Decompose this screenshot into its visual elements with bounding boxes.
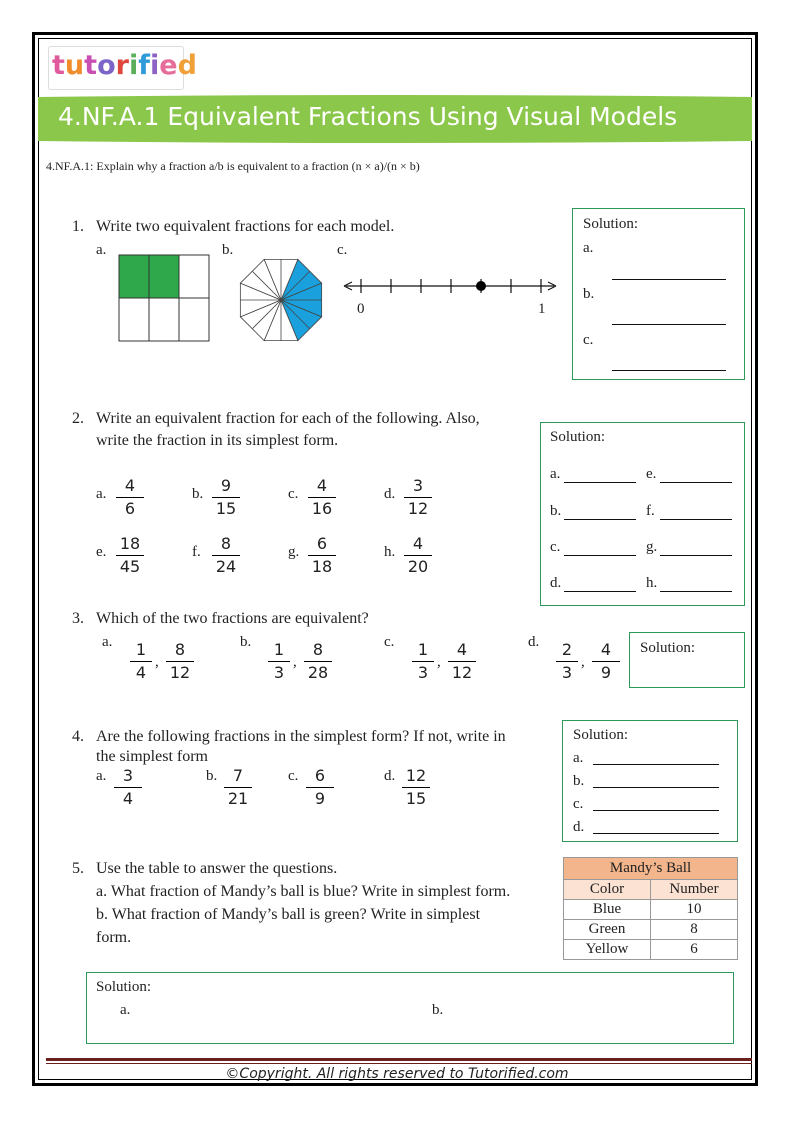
q4-solution-label: d. bbox=[573, 819, 585, 835]
q2-solution-label: e. bbox=[646, 466, 657, 482]
numerator: 9 bbox=[220, 476, 232, 495]
q2-solution-label: c. bbox=[550, 539, 561, 555]
q4-solution-label: a. bbox=[573, 750, 584, 766]
numerator: 4 bbox=[124, 476, 136, 495]
q1-label-c: c. bbox=[337, 242, 348, 258]
q2-item-label: h. bbox=[384, 544, 396, 560]
q2-item-label: f. bbox=[192, 544, 201, 560]
q2-item-label: c. bbox=[288, 486, 299, 502]
q2-answer-line[interactable] bbox=[564, 591, 636, 592]
numerator: 4 bbox=[600, 640, 612, 659]
fraction-bar bbox=[448, 661, 476, 662]
footer-rule-thin bbox=[46, 1063, 752, 1064]
q4-fraction bbox=[402, 766, 430, 809]
mandys-ball-table bbox=[563, 857, 738, 960]
q4-text-line2: the simplest form bbox=[96, 748, 208, 765]
denominator: 16 bbox=[311, 499, 333, 518]
table-cell: Yellow bbox=[564, 940, 651, 960]
fraction-bar bbox=[402, 787, 430, 788]
q2-fraction bbox=[404, 534, 432, 577]
numerator: 7 bbox=[232, 766, 244, 785]
denominator: 21 bbox=[227, 789, 249, 808]
q1-solution-box bbox=[572, 208, 745, 380]
numerator: 6 bbox=[316, 534, 328, 553]
q1-solution-label-b: b. bbox=[583, 286, 595, 302]
q3-item-label: c. bbox=[384, 634, 395, 650]
octagon-model bbox=[238, 258, 324, 342]
q2-item-label: b. bbox=[192, 486, 204, 502]
q3-fraction-first bbox=[268, 640, 290, 683]
numerator: 4 bbox=[412, 534, 424, 553]
denominator: 4 bbox=[122, 789, 134, 808]
denominator: 45 bbox=[119, 557, 141, 576]
table-cell: 10 bbox=[651, 900, 738, 920]
q2-number: 2. bbox=[72, 410, 84, 427]
number-line-point bbox=[476, 281, 486, 291]
denominator: 9 bbox=[600, 663, 612, 682]
q2-solution-label: g. bbox=[646, 539, 658, 555]
grid-cell bbox=[119, 255, 149, 298]
denominator: 3 bbox=[273, 663, 285, 682]
denominator: 9 bbox=[314, 789, 326, 808]
fraction-bar bbox=[130, 661, 152, 662]
table-row bbox=[564, 940, 738, 960]
denominator: 3 bbox=[561, 663, 573, 682]
q3-item-label: d. bbox=[528, 634, 540, 650]
q2-item-label: g. bbox=[288, 544, 300, 560]
fraction-bar bbox=[308, 555, 336, 556]
q2-text-line1: Write an equivalent fraction for each of the following. Also, bbox=[96, 410, 480, 427]
q3-comma: , bbox=[581, 654, 585, 670]
q4-fraction bbox=[114, 766, 142, 809]
denominator: 12 bbox=[169, 663, 191, 682]
q5-number: 5. bbox=[72, 860, 84, 877]
q1-solution-title: Solution: bbox=[583, 216, 639, 232]
grid-cell bbox=[179, 255, 209, 298]
grid-cell bbox=[119, 298, 149, 341]
fraction-bar bbox=[304, 661, 332, 662]
q1-number: 1. bbox=[72, 218, 84, 235]
denominator: 12 bbox=[451, 663, 473, 682]
q4-answer-line[interactable] bbox=[593, 810, 719, 811]
q4-item-label: b. bbox=[206, 768, 218, 784]
q2-solution-label: b. bbox=[550, 503, 562, 519]
grid-cell bbox=[179, 298, 209, 341]
numerator: 3 bbox=[412, 476, 424, 495]
q4-solution-title: Solution: bbox=[573, 727, 629, 743]
q2-fraction bbox=[308, 476, 336, 519]
q4-item-label: c. bbox=[288, 768, 299, 784]
q2-fraction bbox=[212, 534, 240, 577]
standard-text: 4.NF.A.1: Explain why a fraction a/b is equivalent to a fraction (n × a)/(n × b) bbox=[46, 159, 420, 173]
q2-fraction bbox=[404, 476, 432, 519]
q3-comma: , bbox=[437, 654, 441, 670]
numerator: 8 bbox=[312, 640, 324, 659]
q1-label-a: a. bbox=[96, 242, 107, 258]
q2-solution-box bbox=[540, 422, 745, 606]
numerator: 4 bbox=[456, 640, 468, 659]
grid-model bbox=[118, 254, 210, 344]
numerator: 8 bbox=[220, 534, 232, 553]
footer-rule bbox=[46, 1058, 752, 1061]
q4-text-line1: Are the following fractions in the simplest form? If not, write in bbox=[96, 728, 506, 745]
page-title: 4.NF.A.1 Equivalent Fractions Using Visual Models bbox=[58, 102, 678, 131]
q2-text-line2: write the fraction in its simplest form. bbox=[96, 432, 339, 449]
q3-fraction-first bbox=[412, 640, 434, 683]
q5-text: Use the table to answer the questions. bbox=[96, 860, 338, 877]
numerator: 8 bbox=[174, 640, 186, 659]
table-cell: 6 bbox=[651, 940, 738, 960]
q5-solution-label-b[interactable]: b. bbox=[432, 1002, 444, 1018]
numerator: 18 bbox=[119, 534, 141, 553]
q1-solution-label-c: c. bbox=[583, 332, 594, 348]
q3-text: Which of the two fractions are equivalent? bbox=[96, 610, 369, 627]
q5-part-a: a. What fraction of Mandy’s ball is blue? Write in simplest form. bbox=[96, 883, 511, 900]
q3-comma: , bbox=[293, 654, 297, 670]
q2-fraction bbox=[212, 476, 240, 519]
fraction-bar bbox=[592, 661, 620, 662]
fraction-bar bbox=[412, 661, 434, 662]
q2-answer-line[interactable] bbox=[660, 591, 732, 592]
fraction-bar bbox=[114, 787, 142, 788]
table-cell: Blue bbox=[564, 900, 651, 920]
numerator: 3 bbox=[122, 766, 134, 785]
fraction-bar bbox=[308, 497, 336, 498]
q3-number: 3. bbox=[72, 610, 84, 627]
number-line-start: 0 bbox=[357, 301, 365, 317]
q1-answer-line-b[interactable] bbox=[612, 324, 726, 325]
fraction-bar bbox=[404, 555, 432, 556]
fraction-bar bbox=[404, 497, 432, 498]
numerator: 1 bbox=[135, 640, 147, 659]
logo-text: tutorified bbox=[52, 50, 197, 81]
denominator: 3 bbox=[417, 663, 429, 682]
q1-label-b: b. bbox=[222, 242, 234, 258]
table-row bbox=[564, 920, 738, 940]
q4-answer-line[interactable] bbox=[593, 833, 719, 834]
numerator: 2 bbox=[561, 640, 573, 659]
q4-item-label: d. bbox=[384, 768, 396, 784]
q5-solution-title: Solution: bbox=[96, 979, 152, 995]
table-row bbox=[564, 900, 738, 920]
q3-item-label: a. bbox=[102, 634, 113, 650]
numerator: 4 bbox=[316, 476, 328, 495]
q2-solution-label: f. bbox=[646, 503, 655, 519]
q4-answer-line[interactable] bbox=[593, 787, 719, 788]
number-line-end: 1 bbox=[538, 301, 546, 317]
q2-fraction bbox=[116, 534, 144, 577]
denominator: 15 bbox=[405, 789, 427, 808]
fraction-bar bbox=[166, 661, 194, 662]
denominator: 15 bbox=[215, 499, 237, 518]
numerator: 1 bbox=[273, 640, 285, 659]
q2-item-label: a. bbox=[96, 486, 107, 502]
q5-part-b-line1: b. What fraction of Mandy’s ball is green? Write in simplest bbox=[96, 906, 481, 923]
denominator: 4 bbox=[135, 663, 147, 682]
denominator: 12 bbox=[407, 499, 429, 518]
numerator: 6 bbox=[314, 766, 326, 785]
q2-solution-title: Solution: bbox=[550, 429, 606, 445]
q2-item-label: d. bbox=[384, 486, 396, 502]
table-cell: Green bbox=[564, 920, 651, 940]
fraction-bar bbox=[306, 787, 334, 788]
fraction-bar bbox=[116, 497, 144, 498]
q5-part-b-line2: form. bbox=[96, 929, 132, 946]
q1-solution-label-a: a. bbox=[583, 240, 594, 256]
q2-answer-line[interactable] bbox=[564, 519, 636, 520]
fraction-bar bbox=[116, 555, 144, 556]
q4-solution-label: c. bbox=[573, 796, 584, 812]
denominator: 6 bbox=[124, 499, 136, 518]
q2-solution-label: d. bbox=[550, 575, 562, 591]
q3-fraction-second bbox=[592, 640, 620, 683]
numerator: 1 bbox=[417, 640, 429, 659]
q3-comma: , bbox=[155, 654, 159, 670]
footer-copyright: ©Copyright. All rights reserved to Tutorified.com bbox=[225, 1066, 569, 1082]
table-header-color: Color bbox=[564, 880, 651, 900]
q4-number: 4. bbox=[72, 728, 84, 745]
table-cell: 8 bbox=[651, 920, 738, 940]
q4-fraction bbox=[224, 766, 252, 809]
q3-item-label: b. bbox=[240, 634, 252, 650]
q2-answer-line[interactable] bbox=[660, 482, 732, 483]
table-title: Mandy’s Ball bbox=[564, 858, 738, 880]
q4-item-label: a. bbox=[96, 768, 107, 784]
q3-fraction-second bbox=[166, 640, 194, 683]
q2-answer-line[interactable] bbox=[564, 555, 636, 556]
q3-fraction-second bbox=[304, 640, 332, 683]
denominator: 18 bbox=[311, 557, 333, 576]
grid-cell bbox=[149, 298, 179, 341]
q3-solution-title: Solution: bbox=[640, 640, 696, 656]
q3-fraction-second bbox=[448, 640, 476, 683]
q2-answer-line[interactable] bbox=[564, 482, 636, 483]
q4-fraction bbox=[306, 766, 334, 809]
q3-fraction-first bbox=[556, 640, 578, 683]
grid-cell bbox=[149, 255, 179, 298]
q5-solution-box bbox=[86, 972, 734, 1044]
numerator: 12 bbox=[405, 766, 427, 785]
q2-fraction bbox=[308, 534, 336, 577]
q2-fraction bbox=[116, 476, 144, 519]
fraction-bar bbox=[556, 661, 578, 662]
q2-solution-label: h. bbox=[646, 575, 658, 591]
fraction-bar bbox=[268, 661, 290, 662]
denominator: 24 bbox=[215, 557, 237, 576]
q2-solution-label: a. bbox=[550, 466, 561, 482]
q2-item-label: e. bbox=[96, 544, 107, 560]
denominator: 20 bbox=[407, 557, 429, 576]
q2-answer-line[interactable] bbox=[660, 555, 732, 556]
q4-answer-line[interactable] bbox=[593, 764, 719, 765]
q1-answer-line-a[interactable] bbox=[612, 279, 726, 280]
table-header-number: Number bbox=[651, 880, 738, 900]
q4-solution-label: b. bbox=[573, 773, 585, 789]
q3-fraction-first bbox=[130, 640, 152, 683]
number-line bbox=[340, 270, 560, 302]
fraction-bar bbox=[212, 555, 240, 556]
fraction-bar bbox=[212, 497, 240, 498]
q1-text: Write two equivalent fractions for each model. bbox=[96, 218, 395, 235]
fraction-bar bbox=[224, 787, 252, 788]
q5-solution-label-a[interactable]: a. bbox=[120, 1002, 131, 1018]
q1-answer-line-c[interactable] bbox=[612, 370, 726, 371]
denominator: 28 bbox=[307, 663, 329, 682]
q2-answer-line[interactable] bbox=[660, 519, 732, 520]
